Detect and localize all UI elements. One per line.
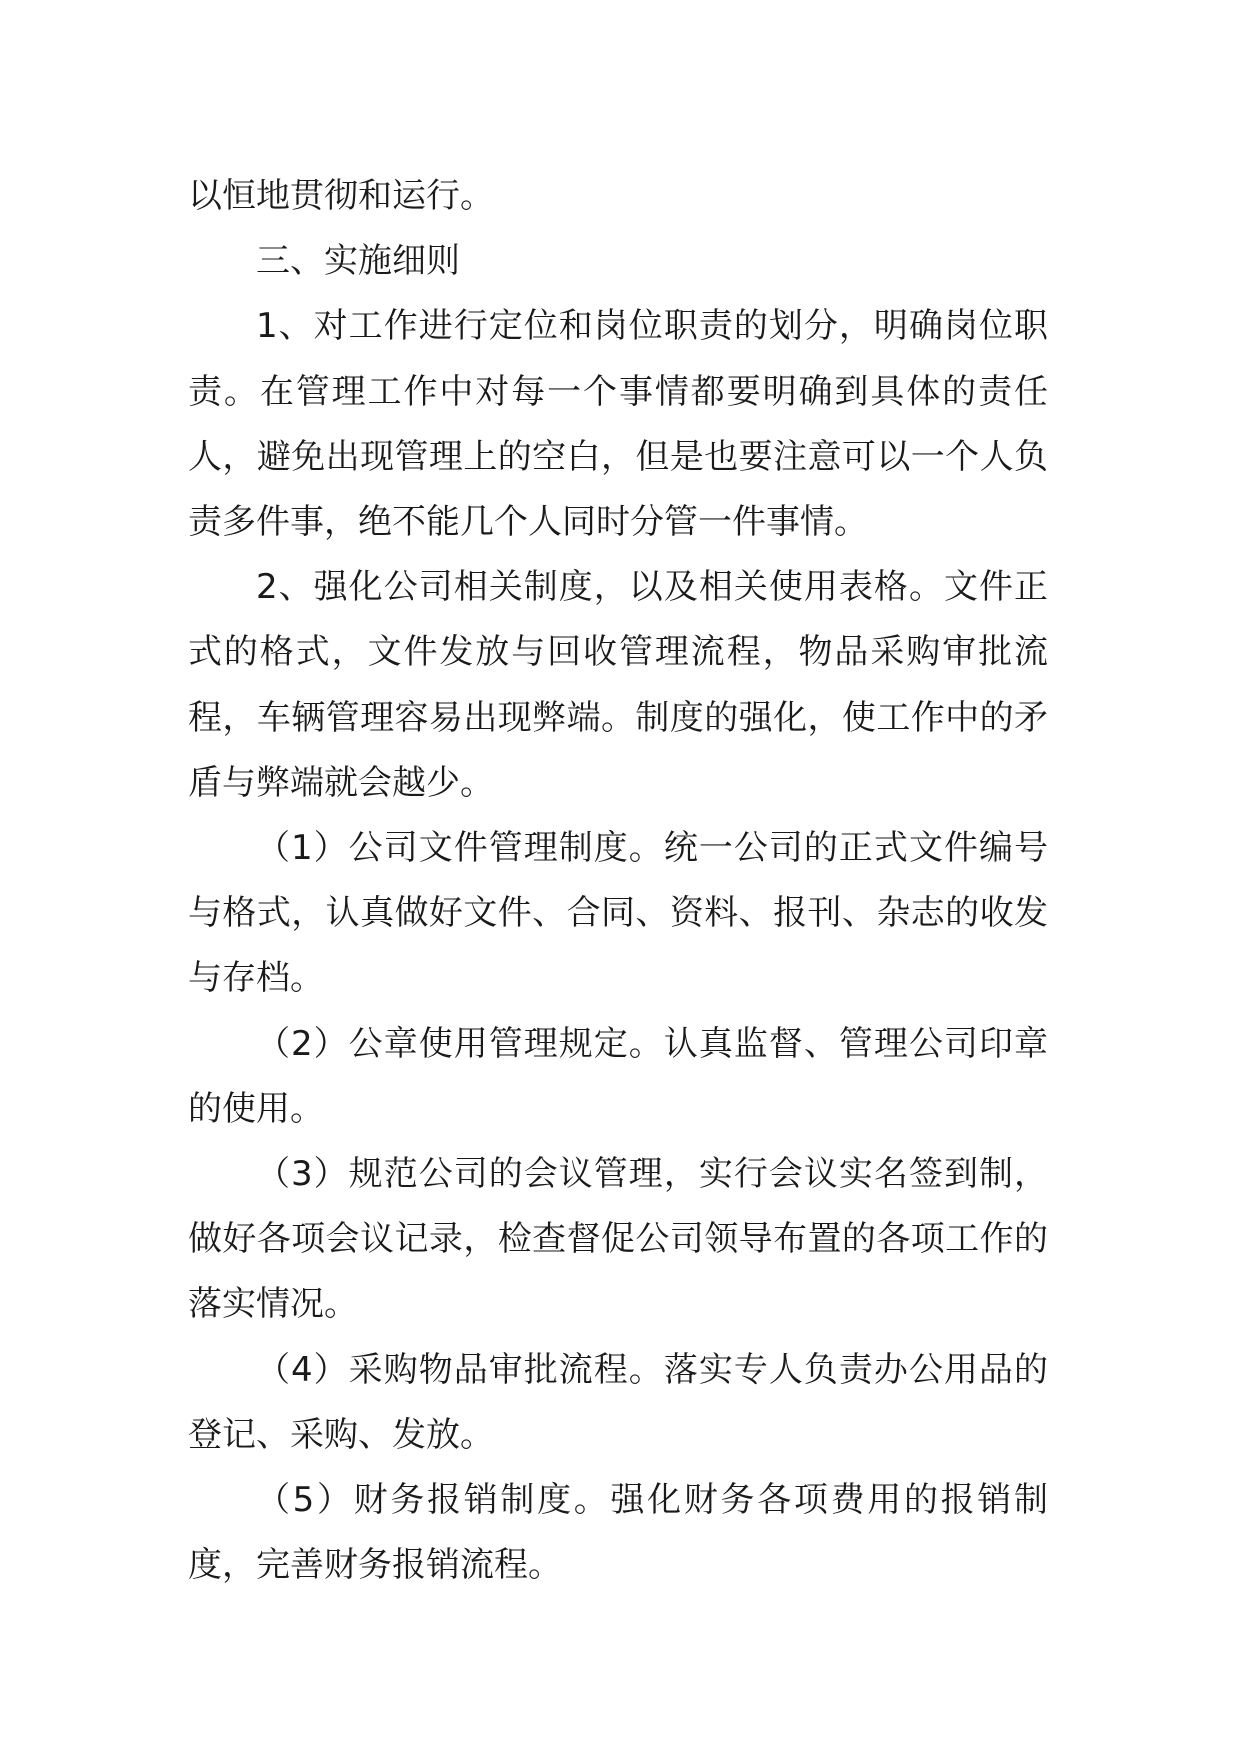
paragraph-item-2: 2、强化公司相关制度，以及相关使用表格。文件正式的格式，文件发放与回收管理流程，物品采购审批流程，车辆管理容易出现弊端。制度的强化，使工作中的矛盾与弊端就会越少。 xyxy=(188,567,1048,803)
paragraph-item-1: 1、对工作进行定位和岗位职责的划分，明确岗位职责。在管理工作中对每一个事情都要明确到具体的责任人，避免出现管理上的空白，但是也要注意可以一个人负责多件事，绝不能几个人同时分管一件事情。 xyxy=(188,306,1048,543)
paragraph-subitem-1: （1）公司文件管理制度。统一公司的正式文件编号与格式，认真做好文件、合同、资料、报刊、杂志的收发与存档。 xyxy=(188,828,1048,999)
paragraph-subitem-3: （3）规范公司的会议管理，实行会议实名签到制，做好各项会议记录，检查督促公司领导布置的各项工作的落实情况。 xyxy=(188,1154,1048,1325)
document-body xyxy=(188,164,1048,1598)
paragraph-continuation: 以恒地贯彻和运行。 xyxy=(188,176,494,216)
section-heading-implementation-rules: 三、实施细则 xyxy=(256,241,460,282)
paragraph-subitem-2: （2）公章使用管理规定。认真监督、管理公司印章的使用。 xyxy=(188,1023,1048,1129)
paragraph-subitem-4: （4）采购物品审批流程。落实专人负责办公用品的登记、采购、发放。 xyxy=(188,1349,1048,1455)
paragraph-subitem-5: （5）财务报销制度。强化财务各项费用的报销制度，完善财务报销流程。 xyxy=(188,1480,1048,1586)
